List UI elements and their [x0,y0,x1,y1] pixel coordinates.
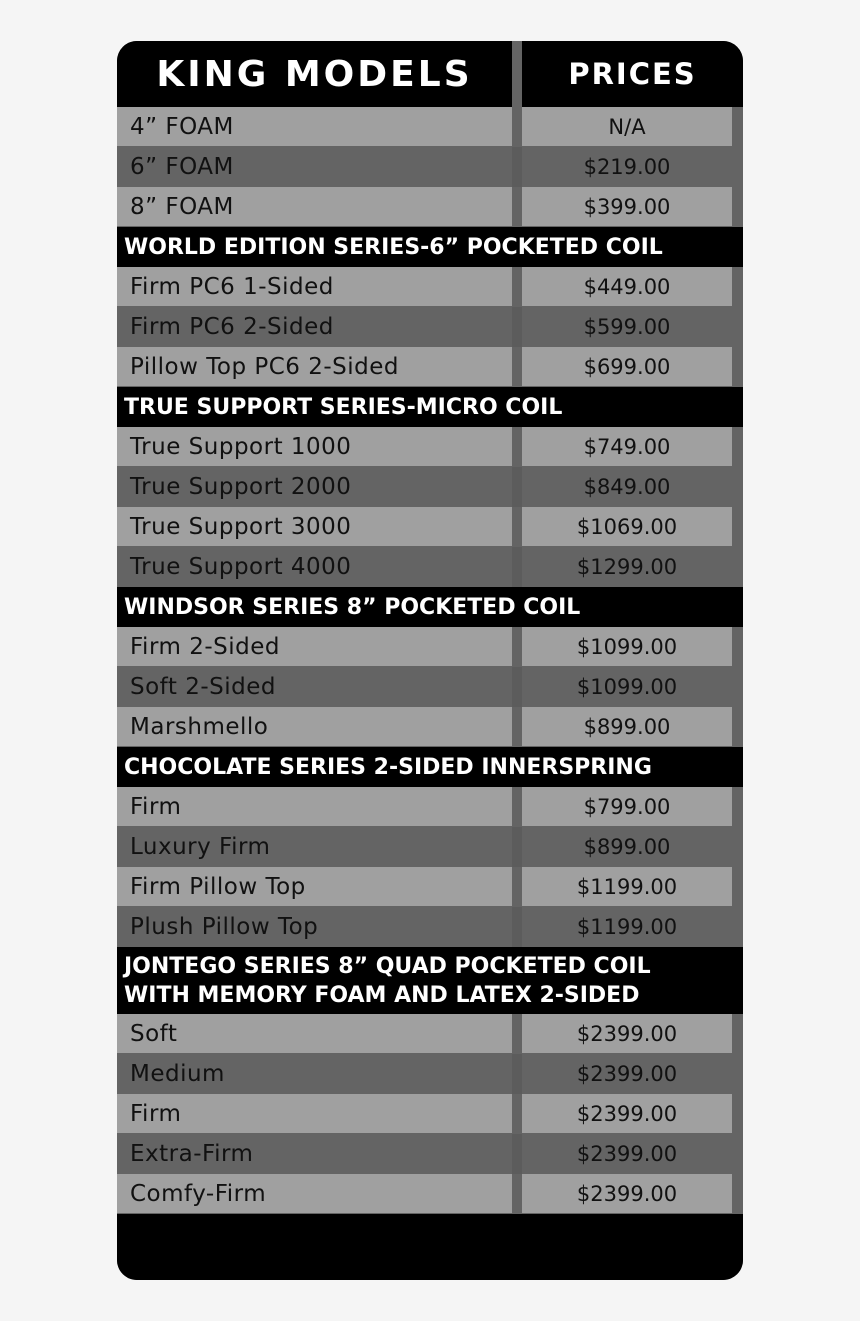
table-row [117,1054,743,1094]
column-divider [512,307,522,347]
row-edge [732,107,743,147]
model-name: Luxury Firm [117,827,512,866]
column-divider [512,267,522,307]
column-divider [512,1014,522,1054]
row-edge [732,627,743,667]
price-value: $899.00 [522,827,732,866]
model-name: Plush Pillow Top [117,907,512,946]
row-edge [732,267,743,307]
model-name: True Support 2000 [117,467,512,506]
column-divider [512,467,522,507]
price-value: $899.00 [522,707,732,746]
column-divider [512,827,522,867]
row-edge [732,787,743,827]
model-name: 6” FOAM [117,147,512,186]
table-row [117,627,743,667]
price-value: $399.00 [522,187,732,226]
model-name: Medium [117,1054,512,1093]
table-row [117,1134,743,1174]
column-divider [512,507,522,547]
model-name: True Support 1000 [117,427,512,466]
model-name: True Support 4000 [117,547,512,586]
section-title: TRUE SUPPORT SERIES-MICRO COIL [124,394,563,420]
price-value: $1099.00 [522,667,732,706]
table-row [117,427,743,467]
row-edge [732,187,743,227]
price-value: $699.00 [522,347,732,386]
price-value: $849.00 [522,467,732,506]
price-value: $2399.00 [522,1094,732,1133]
table-row [117,467,743,507]
section-header [117,227,743,267]
model-name: 4” FOAM [117,107,512,146]
price-value: N/A [522,107,732,146]
column-divider [512,547,522,587]
table-row [117,667,743,707]
row-edge [732,907,743,947]
price-value: $599.00 [522,307,732,346]
column-divider [512,867,522,907]
price-value: $1099.00 [522,627,732,666]
column-divider [512,347,522,387]
column-divider [512,1094,522,1134]
price-value: $799.00 [522,787,732,826]
column-divider [512,1054,522,1094]
section-title: JONTEGO SERIES 8” QUAD POCKETED COIL [124,953,651,979]
section-header [117,387,743,427]
row-edge [732,547,743,587]
header-divider [512,41,522,107]
column-divider [512,907,522,947]
column-divider [512,427,522,467]
model-name: Firm [117,1094,512,1133]
row-edge [732,507,743,547]
model-name: Marshmello [117,707,512,746]
column-divider [512,147,522,187]
model-name: Pillow Top PC6 2-Sided [117,347,512,386]
row-edge [732,1134,743,1174]
row-edge [732,307,743,347]
section-title: WORLD EDITION SERIES-6” POCKETED COIL [124,234,663,260]
table-header [117,41,743,107]
column-divider [512,787,522,827]
column-divider [512,1134,522,1174]
model-name: Soft 2-Sided [117,667,512,706]
row-edge [732,147,743,187]
row-edge [732,827,743,867]
column-divider [512,627,522,667]
section-header [117,587,743,627]
model-name: Firm Pillow Top [117,867,512,906]
model-name: 8” FOAM [117,187,512,226]
models-column-header: KING MODELS [156,53,473,95]
section-title: WITH MEMORY FOAM AND LATEX 2-SIDED [124,982,640,1008]
column-divider [512,187,522,227]
row-edge [732,1174,743,1214]
table-row [117,187,743,227]
row-edge [732,427,743,467]
table-row [117,827,743,867]
price-value: $1299.00 [522,547,732,586]
price-value: $749.00 [522,427,732,466]
row-edge [732,1014,743,1054]
model-name: Soft [117,1014,512,1053]
table-footer [117,1216,743,1280]
table-row [117,547,743,587]
table-row [117,787,743,827]
price-value: $2399.00 [522,1174,732,1213]
table-row [117,107,743,147]
table-row [117,1014,743,1054]
model-name: True Support 3000 [117,507,512,546]
model-name: Firm PC6 1-Sided [117,267,512,306]
row-edge [732,1054,743,1094]
table-row [117,347,743,387]
section-header [117,747,743,787]
table-row [117,907,743,947]
section-header [117,947,743,1014]
price-value: $1199.00 [522,867,732,906]
price-table [117,41,743,1280]
table-row [117,147,743,187]
column-divider [512,707,522,747]
price-value: $219.00 [522,147,732,186]
row-edge [732,707,743,747]
table-row [117,707,743,747]
price-value: $1199.00 [522,907,732,946]
row-edge [732,347,743,387]
row-edge [732,867,743,907]
row-edge [732,667,743,707]
model-name: Comfy-Firm [117,1174,512,1213]
table-row [117,267,743,307]
column-divider [512,107,522,147]
price-value: $449.00 [522,267,732,306]
table-row [117,307,743,347]
price-value: $2399.00 [522,1014,732,1053]
model-name: Firm 2-Sided [117,627,512,666]
price-value: $2399.00 [522,1134,732,1173]
table-row [117,507,743,547]
table-row [117,1174,743,1214]
row-edge [732,467,743,507]
prices-column-header: PRICES [568,57,697,91]
column-divider [512,1174,522,1214]
table-row [117,867,743,907]
section-title: WINDSOR SERIES 8” POCKETED COIL [124,594,581,620]
price-value: $1069.00 [522,507,732,546]
table-row [117,1094,743,1134]
model-name: Extra-Firm [117,1134,512,1173]
section-title: CHOCOLATE SERIES 2-SIDED INNERSPRING [124,754,652,780]
model-name: Firm PC6 2-Sided [117,307,512,346]
price-value: $2399.00 [522,1054,732,1093]
model-name: Firm [117,787,512,826]
column-divider [512,667,522,707]
row-edge [732,1094,743,1134]
